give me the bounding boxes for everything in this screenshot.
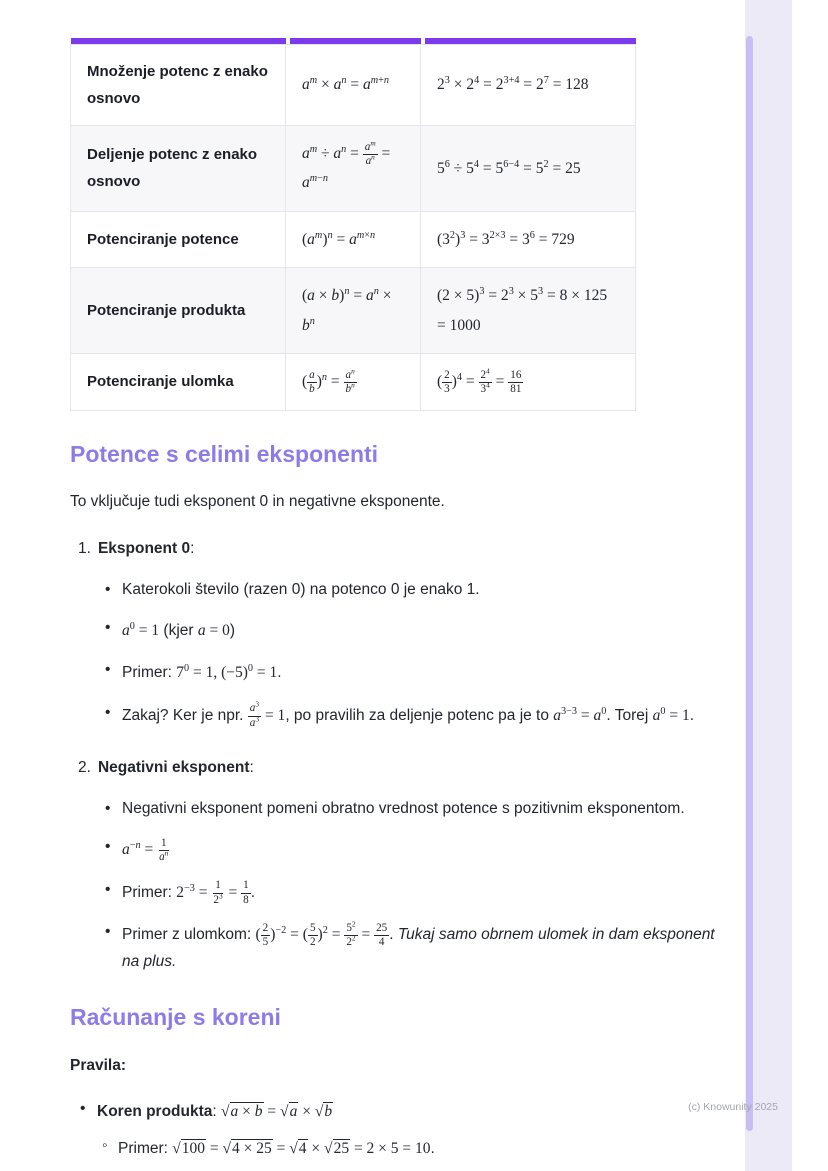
scrollbar-track[interactable]: [745, 0, 792, 1171]
pravila-label: Pravila:: [70, 1057, 127, 1075]
list-item-eksponent-0: [70, 537, 732, 730]
list-item-title-text: Eksponent 0:: [97, 539, 195, 557]
bullet-item: • $a^{-n}$ = $\frac{1}{a^n}$: [105, 835, 732, 864]
formula-math: $(a \times b)^n = a^n \times b^n$: [302, 286, 392, 334]
rule-name-cell: Deljenje potenc z enako osnovo: [71, 126, 286, 212]
formula-math: $a^m \div a^n$ = $\frac{a^m}{a^n}$ = $a^{m-n}$: [302, 137, 391, 192]
formula-math: ( $\frac{a}{b}$ )$^n$ = $\frac{a^n}{b^n}$: [302, 366, 355, 396]
table-row: [71, 45, 636, 126]
rule-name-cell: Potenciranje ulomka: [71, 354, 286, 410]
list-item-number: 1.: [78, 539, 91, 557]
bullet-item: • Primer z ulomkom: ( $\frac{2}{5}$ )$^{-2}$ = ( $\frac{5}{2}$ )$^2$ = $\frac{5^2}{2^2}$ = $\frac{25}{4}$ . Tukaj samo obrnem ulomek in dam eksponent na plus.: [105, 920, 732, 974]
bullet-item: • Zakaj? Ker je npr. $\frac{a^3}{a^3}$ = 1, po pravilih za deljenje potenc pa je to $a^{3-3} = a^0$. Torej $a^0 = 1$.: [105, 701, 732, 730]
rule-example-cell: [421, 126, 636, 212]
list-item-title-text: Negativni eksponent:: [97, 759, 254, 777]
bullet-item: • Primer: $2^{-3}$ = $\frac{1}{2^3}$ = $\frac{1}{8}$ .: [105, 878, 732, 907]
example-math: $(2 \times 5)^3 = 2^3 \times 5^3 = 8 \times 125 = 1000$: [437, 286, 608, 334]
bullet-item: • Katerokoli število (razen 0) na potenco 0 je enako 1.: [105, 578, 732, 603]
bullet-primer: ◦ Primer: √100 = √4 × 25 = √4 × √25 = 2 × 5 = 10.: [102, 1134, 732, 1163]
list-item-title: [70, 537, 732, 560]
bullet-list: [70, 578, 732, 730]
rule-example-cell: [421, 354, 636, 410]
example-math: $2^3 \times 2^4 = 2^{3+4} = 2^7 = 128$: [437, 75, 589, 94]
intro-paragraph: To vključuje tudi eksponent 0 in negativne eksponente.: [70, 492, 445, 510]
scrollbar-thumb[interactable]: [746, 36, 753, 1131]
numbered-list: [70, 537, 732, 975]
page-content: [70, 38, 732, 1163]
rule-name-cell: Množenje potenc z enako osnovo: [71, 45, 286, 126]
rule-example-cell: [421, 45, 636, 126]
bullet-koren-produkta: • Koren produkta: √a × b = √a × √b: [80, 1097, 732, 1126]
rule-formula-cell: [286, 268, 421, 354]
rule-formula-cell: [286, 126, 421, 212]
example-math: $(3^2)^3 = 3^{2\times 3} = 3^6 = 729$: [437, 229, 575, 248]
rule-name-cell: Potenciranje potence: [71, 211, 286, 267]
rule-example-cell: [421, 268, 636, 354]
rule-formula-cell: [286, 211, 421, 267]
example-math: $5^6 \div 5^4 = 5^{6-4} = 5^2 = 25$: [437, 158, 581, 177]
bullet-list: [70, 797, 732, 974]
bullet-item: • Primer: $7^0 = 1$, $(-5)^0 = 1$.: [105, 658, 732, 687]
bullet-item: • $a^0 = 1$ (kjer a = 0): [105, 616, 732, 645]
table-row: [71, 126, 636, 212]
koreni-bullet-list: [70, 1097, 732, 1126]
list-item-negativni-eksponent: [70, 756, 732, 974]
rule-name-cell: Potenciranje produkta: [71, 268, 286, 354]
section-heading-potence: Potence s celimi eksponenti: [70, 440, 379, 467]
rule-formula-cell: [286, 354, 421, 410]
table-row: [71, 268, 636, 354]
list-item-number: 2.: [78, 759, 91, 777]
rules-table: [70, 38, 636, 411]
table-row: [71, 354, 636, 410]
table-row: [71, 211, 636, 267]
list-item-title: [70, 756, 732, 779]
copyright-text: (c) Knowunity 2025: [688, 1101, 778, 1113]
rule-formula-cell: [286, 45, 421, 126]
koreni-sub-list: [70, 1134, 732, 1163]
example-math: ( $\frac{2}{3}$ )$^4$ = $\frac{2^4}{3^4}$ = $\frac{16}{81}$: [437, 366, 522, 396]
section-heading-koreni: Računanje s koreni: [70, 1004, 281, 1031]
formula-math: $(a^m)^n = a^{m\times n}$: [302, 229, 376, 248]
bullet-item: • Negativni eksponent pomeni obratno vrednost potence s pozitivnim eksponentom.: [105, 797, 732, 822]
formula-math: $a^m \times a^n = a^{m+n}$: [302, 75, 390, 94]
rule-example-cell: [421, 211, 636, 267]
